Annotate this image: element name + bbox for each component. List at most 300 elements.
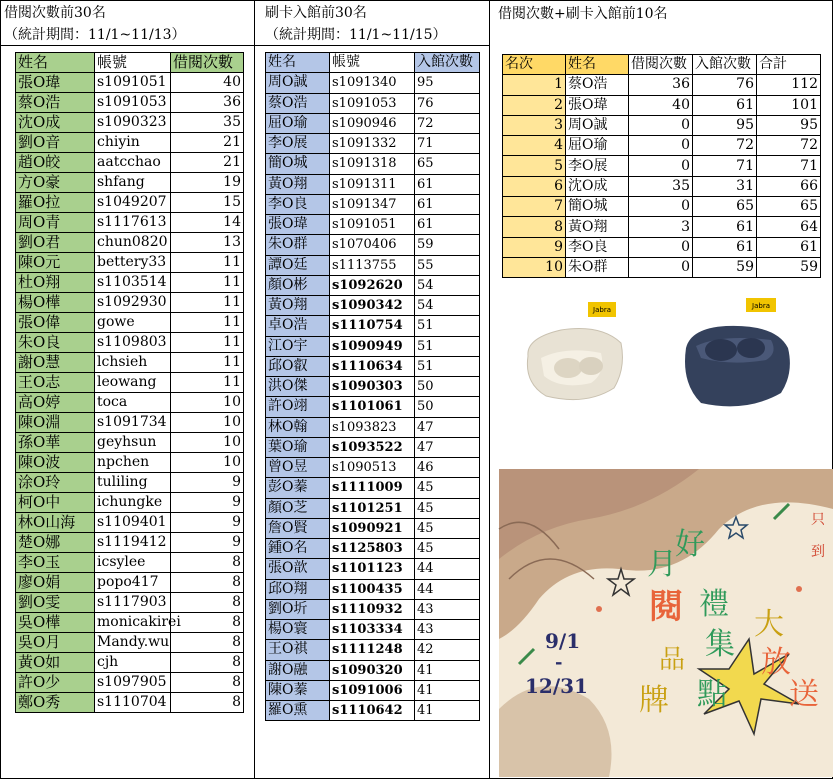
borrow-count: 35 [171, 113, 244, 133]
account-id: lchsieh [95, 353, 171, 373]
entry-count: 65 [415, 154, 480, 174]
student-name: 張O瑋 [16, 73, 95, 93]
student-name: 陳O波 [16, 453, 95, 473]
table-row [16, 653, 244, 673]
column-header: 入館次數 [415, 53, 480, 73]
student-name: 卓O浩 [266, 316, 330, 336]
table-row [16, 453, 244, 473]
entry-count: 61 [693, 217, 757, 237]
poster-char: 好 [675, 527, 705, 562]
table-row [266, 680, 480, 700]
table-row [503, 176, 821, 196]
date-end: 12/31 [525, 674, 588, 698]
borrow-count: 11 [171, 273, 244, 293]
entry-count: 45 [415, 498, 480, 518]
account-id: s1117613 [95, 213, 171, 233]
account-id: s1110634 [330, 356, 415, 376]
student-name: 邱O翔 [266, 579, 330, 599]
rank: 3 [503, 115, 566, 135]
student-name: 江O宇 [266, 336, 330, 356]
table-row [503, 95, 821, 115]
table-row [503, 115, 821, 135]
borrow-count: 9 [171, 473, 244, 493]
account-id: cjh [95, 653, 171, 673]
student-name: 吳O月 [16, 633, 95, 653]
account-id: s1093522 [330, 437, 415, 457]
account-id: s1090921 [330, 518, 415, 538]
student-name: 楊O寰 [266, 620, 330, 640]
account-id: bettery33 [95, 253, 171, 273]
column-header: 姓名 [266, 53, 330, 73]
table-row [266, 559, 480, 579]
borrow-count: 15 [171, 193, 244, 213]
entry-count: 51 [415, 336, 480, 356]
table-row [266, 437, 480, 457]
student-name: 蔡O浩 [16, 93, 95, 113]
table-row [16, 533, 244, 553]
borrow-count: 8 [171, 633, 244, 653]
total: 112 [757, 75, 821, 95]
account-id: leowang [95, 373, 171, 393]
rank: 7 [503, 197, 566, 217]
student-name: 顏O芝 [266, 498, 330, 518]
account-id: popo417 [95, 573, 171, 593]
rank: 9 [503, 237, 566, 257]
account-id: s1091332 [330, 134, 415, 154]
borrow-count: 11 [171, 353, 244, 373]
student-name: 彭O蓁 [266, 478, 330, 498]
account-id: s1091053 [95, 93, 171, 113]
student-name: 屈O瑜 [266, 113, 330, 133]
account-id: monicakirei [95, 613, 171, 633]
column-header: 借閱次數 [171, 53, 244, 73]
entry-count: 41 [415, 680, 480, 700]
account-id: s1093823 [330, 417, 415, 437]
student-name: 屈O瑜 [566, 136, 629, 156]
entry-count: 72 [415, 113, 480, 133]
account-id: s1109803 [95, 333, 171, 353]
account-id: s1091311 [330, 174, 415, 194]
brand-label-1: Jabra [593, 306, 611, 314]
account-id: s1100435 [330, 579, 415, 599]
borrow-count: 8 [171, 673, 244, 693]
borrow-count: 40 [171, 73, 244, 93]
section3-title: 借閱次數+刷卡入館前10名 [498, 6, 668, 22]
table-row [16, 213, 244, 233]
entry-count: 47 [415, 417, 480, 437]
table-row [16, 113, 244, 133]
account-id: s1101251 [330, 498, 415, 518]
student-name: 李O玉 [16, 553, 95, 573]
table-row [16, 513, 244, 533]
table-row [266, 660, 480, 680]
column-divider-2 [489, 0, 490, 779]
table-row [266, 458, 480, 478]
student-name: 劉O君 [16, 233, 95, 253]
column-header: 姓名 [566, 55, 629, 75]
table-row [266, 539, 480, 559]
borrow-count: 0 [629, 136, 693, 156]
account-id: s1103514 [95, 273, 171, 293]
student-name: 張O歆 [266, 559, 330, 579]
borrow-count: 11 [171, 333, 244, 353]
account-id: geyhsun [95, 433, 171, 453]
student-name: 謝O融 [266, 660, 330, 680]
poster-edge-text: 只 [811, 512, 825, 528]
total: 101 [757, 95, 821, 115]
borrow-count: 9 [171, 493, 244, 513]
entry-count: 45 [415, 478, 480, 498]
student-name: 鄭O秀 [16, 693, 95, 713]
table-row [16, 573, 244, 593]
table-row [266, 701, 480, 721]
borrow-count: 0 [629, 237, 693, 257]
table-row [266, 194, 480, 214]
borrow-count: 0 [629, 115, 693, 135]
table-row [16, 493, 244, 513]
entry-count: 71 [693, 156, 757, 176]
table-row [16, 413, 244, 433]
date-dash: - [555, 652, 563, 673]
student-name: 王O祺 [266, 640, 330, 660]
table-row [503, 257, 821, 277]
student-name: 李O展 [566, 156, 629, 176]
entry-count: 41 [415, 660, 480, 680]
poster-char: 集 [705, 627, 735, 662]
table-row [16, 133, 244, 153]
student-name: 沈O成 [16, 113, 95, 133]
table-row [266, 255, 480, 275]
student-name: 廖O娟 [16, 573, 95, 593]
borrow-count: 36 [171, 93, 244, 113]
student-name: 黃O翔 [566, 217, 629, 237]
table-row [266, 235, 480, 255]
entry-count: 42 [415, 640, 480, 660]
account-id: s1113755 [330, 255, 415, 275]
student-name: 周O青 [16, 213, 95, 233]
account-id: s1110642 [330, 701, 415, 721]
column-header: 姓名 [16, 53, 95, 73]
student-name: 柯O中 [16, 493, 95, 513]
student-name: 李O良 [566, 237, 629, 257]
account-id: s1103334 [330, 620, 415, 640]
table-row [16, 73, 244, 93]
student-name: 譚O廷 [266, 255, 330, 275]
borrow-count: 8 [171, 693, 244, 713]
borrow-count: 10 [171, 433, 244, 453]
table-row [16, 353, 244, 373]
borrow-count: 19 [171, 173, 244, 193]
entry-count: 43 [415, 620, 480, 640]
table-row [266, 275, 480, 295]
table-row [16, 173, 244, 193]
account-id: s1097905 [95, 673, 171, 693]
entry-count: 61 [415, 194, 480, 214]
student-name: 李O良 [266, 194, 330, 214]
borrow-count: 3 [629, 217, 693, 237]
table-row [16, 553, 244, 573]
account-id: npchen [95, 453, 171, 473]
student-name: 朱O良 [16, 333, 95, 353]
table-row [266, 154, 480, 174]
table-row [503, 75, 821, 95]
account-id: s1111009 [330, 478, 415, 498]
poster-char: 牌 [639, 683, 669, 718]
borrow-count: 35 [629, 176, 693, 196]
section2-title: 刷卡入館前30名 [265, 5, 367, 21]
account-id: s1125803 [330, 539, 415, 559]
entry-count: 59 [415, 235, 480, 255]
total: 72 [757, 136, 821, 156]
student-name: 王O志 [16, 373, 95, 393]
table-row [266, 518, 480, 538]
account-id: shfang [95, 173, 171, 193]
section1-period: （統計期間：11/1~11/13） [4, 27, 186, 43]
account-id: s1090513 [330, 458, 415, 478]
student-name: 劉O圻 [266, 599, 330, 619]
total: 61 [757, 237, 821, 257]
student-name: 李O展 [266, 134, 330, 154]
student-name: 林O山海 [16, 513, 95, 533]
table-row [16, 633, 244, 653]
entry-count: 95 [415, 73, 480, 93]
total: 59 [757, 257, 821, 277]
table-row [16, 233, 244, 253]
entry-count: 46 [415, 458, 480, 478]
student-name: 鍾O名 [266, 539, 330, 559]
borrow-count: 8 [171, 553, 244, 573]
student-name: 林O翰 [266, 417, 330, 437]
account-id: s1091051 [330, 215, 415, 235]
combined-ranking-table [502, 54, 821, 278]
table-row [266, 215, 480, 235]
table-row [266, 498, 480, 518]
student-name: 陳O淵 [16, 413, 95, 433]
entry-count: 47 [415, 437, 480, 457]
entry-count: 61 [693, 95, 757, 115]
entry-count: 72 [693, 136, 757, 156]
student-name: 詹O賢 [266, 518, 330, 538]
student-name: 劉O雯 [16, 593, 95, 613]
entry-count: 50 [415, 377, 480, 397]
total: 66 [757, 176, 821, 196]
student-name: 謝O慧 [16, 353, 95, 373]
borrow-count: 11 [171, 293, 244, 313]
entry-count: 76 [693, 75, 757, 95]
account-id: s1090323 [95, 113, 171, 133]
entry-count: 45 [415, 518, 480, 538]
entry-count: 59 [693, 257, 757, 277]
student-name: 沈O成 [566, 176, 629, 196]
account-id: s1110754 [330, 316, 415, 336]
student-name: 趙O皎 [16, 153, 95, 173]
borrow-count: 8 [171, 573, 244, 593]
account-id: s1070406 [330, 235, 415, 255]
account-id: s1091053 [330, 93, 415, 113]
table-row [266, 599, 480, 619]
table-row [16, 273, 244, 293]
account-id: tuliling [95, 473, 171, 493]
table-row [266, 113, 480, 133]
entry-count: 76 [415, 93, 480, 113]
student-name: 楊O樺 [16, 293, 95, 313]
student-name: 蔡O浩 [566, 75, 629, 95]
borrow-count: 0 [629, 156, 693, 176]
account-id: s1110704 [95, 693, 171, 713]
student-name: 陳O元 [16, 253, 95, 273]
account-id: s1091347 [330, 194, 415, 214]
student-name: 曾O昱 [266, 458, 330, 478]
student-name: 葉O瑜 [266, 437, 330, 457]
student-name: 楚O娜 [16, 533, 95, 553]
student-name: 方O豪 [16, 173, 95, 193]
account-id: s1109401 [95, 513, 171, 533]
account-id: s1110932 [330, 599, 415, 619]
table-row [16, 373, 244, 393]
poster-char: 點 [697, 677, 727, 712]
account-id: s1090949 [330, 336, 415, 356]
student-name: 許O翊 [266, 397, 330, 417]
rank: 4 [503, 136, 566, 156]
entry-count: 54 [415, 296, 480, 316]
rank: 5 [503, 156, 566, 176]
borrow-count: 40 [629, 95, 693, 115]
entry-count: 61 [415, 215, 480, 235]
borrow-count: 8 [171, 593, 244, 613]
entry-count: 50 [415, 397, 480, 417]
poster-char: 放 [761, 645, 791, 680]
column-header: 帳號 [330, 53, 415, 73]
poster-edge-text: 到 [811, 544, 825, 560]
table-row [16, 473, 244, 493]
table-row [16, 593, 244, 613]
column-divider-1 [254, 0, 255, 779]
entry-count: 44 [415, 559, 480, 579]
table-row [266, 478, 480, 498]
column-header: 借閱次數 [629, 55, 693, 75]
table-row [266, 417, 480, 437]
student-name: 吳O樺 [16, 613, 95, 633]
table-row [16, 253, 244, 273]
account-id: s1049207 [95, 193, 171, 213]
total: 64 [757, 217, 821, 237]
student-name: 朱O群 [266, 235, 330, 255]
account-id: ichungke [95, 493, 171, 513]
table-row [16, 393, 244, 413]
date-start: 9/1 [545, 629, 581, 653]
table-row [16, 693, 244, 713]
account-id: s1090303 [330, 377, 415, 397]
table-row [16, 613, 244, 633]
student-name: 黃O如 [16, 653, 95, 673]
entry-count: 61 [693, 237, 757, 257]
student-name: 杜O翔 [16, 273, 95, 293]
borrow-count: 13 [171, 233, 244, 253]
poster-char: 閱 [649, 587, 683, 627]
account-id: chiyin [95, 133, 171, 153]
column-header: 合計 [757, 55, 821, 75]
student-name: 許O少 [16, 673, 95, 693]
borrow-count: 11 [171, 373, 244, 393]
account-id: s1090946 [330, 113, 415, 133]
section2-period: （統計期間：11/1~11/15） [265, 27, 447, 43]
table-row [266, 640, 480, 660]
table-row [266, 377, 480, 397]
table-row [16, 673, 244, 693]
account-id: s1117903 [95, 593, 171, 613]
borrow-count: 21 [171, 153, 244, 173]
table-row [503, 136, 821, 156]
borrow-count: 11 [171, 253, 244, 273]
student-name: 洪O傑 [266, 377, 330, 397]
student-name: 陳O蓁 [266, 680, 330, 700]
table-row [16, 313, 244, 333]
account-id: s1091051 [95, 73, 171, 93]
poster-char: 月 [647, 547, 677, 582]
account-id: s1090320 [330, 660, 415, 680]
student-name: 張O偉 [16, 313, 95, 333]
account-id: Mandy.wu [95, 633, 171, 653]
poster-char: 送 [789, 677, 819, 712]
student-name: 周O誠 [566, 115, 629, 135]
total: 95 [757, 115, 821, 135]
account-id: s1091734 [95, 413, 171, 433]
table-row [266, 316, 480, 336]
column-header: 入館次數 [693, 55, 757, 75]
table-row [266, 73, 480, 93]
borrow-count: 11 [171, 313, 244, 333]
student-name: 蔡O浩 [266, 93, 330, 113]
student-name: 劉O音 [16, 133, 95, 153]
table-row [266, 174, 480, 194]
table-row [16, 433, 244, 453]
table-row [266, 93, 480, 113]
borrow-count: 36 [629, 75, 693, 95]
account-id: icsylee [95, 553, 171, 573]
table-row [503, 237, 821, 257]
borrow-count: 10 [171, 453, 244, 473]
rank: 6 [503, 176, 566, 196]
event-poster [499, 469, 833, 777]
total: 71 [757, 156, 821, 176]
borrow-count: 9 [171, 513, 244, 533]
entry-count: 51 [415, 316, 480, 336]
account-id: aatcchao [95, 153, 171, 173]
account-id: s1091340 [330, 73, 415, 93]
entry-count: 54 [415, 275, 480, 295]
student-name: 羅O拉 [16, 193, 95, 213]
earbuds-product-image [506, 298, 826, 428]
section1-title: 借閱次數前30名 [4, 5, 106, 21]
student-name: 張O瑋 [266, 215, 330, 235]
student-name: 涂O玲 [16, 473, 95, 493]
borrow-count: 8 [171, 653, 244, 673]
student-name: 高O婷 [16, 393, 95, 413]
rank: 8 [503, 217, 566, 237]
account-id: s1111248 [330, 640, 415, 660]
student-name: 周O誠 [266, 73, 330, 93]
student-name: 黃O翔 [266, 174, 330, 194]
entry-ranking-table [265, 52, 480, 721]
borrow-count: 14 [171, 213, 244, 233]
navy-earbuds [685, 298, 790, 406]
table-row [16, 153, 244, 173]
borrow-count: 9 [171, 533, 244, 553]
student-name: 顏O彬 [266, 275, 330, 295]
entry-count: 65 [693, 197, 757, 217]
account-id: gowe [95, 313, 171, 333]
entry-count: 41 [415, 701, 480, 721]
